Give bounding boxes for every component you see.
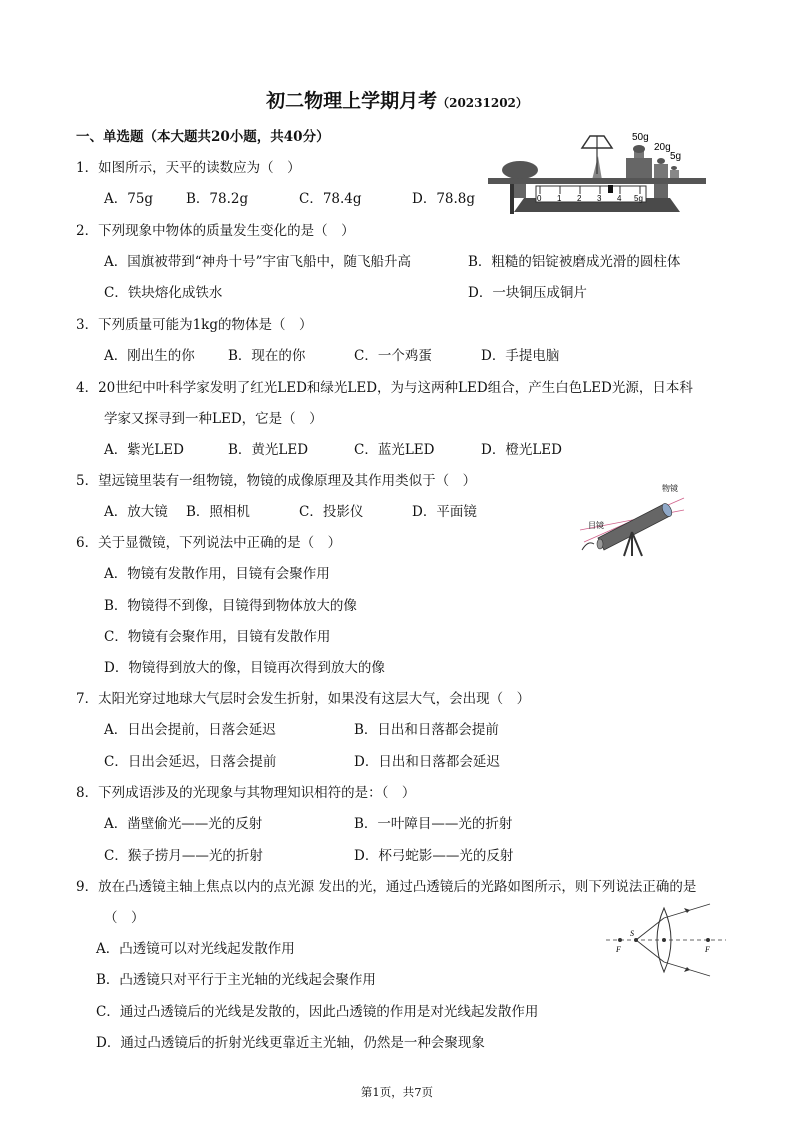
question-9-stem: 9．放在凸透镜主轴上焦点以内的点光源 发出的光，通过凸透镜后的光路如图所示，则下列说法正确的是 — [76, 879, 697, 895]
rider — [608, 185, 613, 193]
question-9-option-d: D．通过凸透镜后的折射光线更靠近主光轴，仍然是一种会聚现象 — [96, 1035, 485, 1051]
question-3-option-a: A．刚出生的你 — [104, 348, 195, 364]
question-8-stem: 8．下列成语涉及的光现象与其物理知识相符的是：（ ） — [76, 785, 416, 801]
question-3-option-c: C．一个鸡蛋 — [354, 348, 432, 364]
question-7-stem: 7．太阳光穿过地球大气层时会发生折射，如果没有这层大气，会出现（ ） — [76, 691, 531, 707]
question-1-option-a: A．75g — [104, 191, 154, 207]
question-7-option-b: B．日出和日落都会提前 — [354, 722, 499, 738]
question-1-option-c: C．78.4g — [299, 191, 362, 207]
weight-50g — [626, 158, 652, 178]
question-9-stem-cont: （ ） — [104, 910, 145, 926]
weight-label-5g: 5g — [670, 151, 682, 162]
question-9-option-c: C．通过凸透镜后的光线是发散的，因此凸透镜的作用是对光线起发散作用 — [96, 1004, 539, 1020]
question-8-option-a: A．凿壁偷光——光的反射 — [104, 816, 263, 832]
question-4-stem-cont: 学家又探寻到一种LED，它是（ ） — [104, 411, 323, 427]
question-8-option-d: D．杯弓蛇影——光的反射 — [354, 848, 514, 864]
scale-label-2: 2 — [577, 194, 582, 203]
question-7-option-a: A．日出会提前，日落会延迟 — [104, 722, 276, 738]
question-2-stem: 2．下列现象中物体的质量发生变化的是（ ） — [76, 223, 355, 239]
telescope-figure — [580, 480, 690, 558]
question-3-option-d: D．手提电脑 — [481, 348, 560, 364]
weight-5g — [670, 170, 679, 178]
question-8-option-c: C．猴子捞月——光的折射 — [104, 848, 263, 864]
question-6-option-d: D．物镜得到放大的像，目镜再次得到放大的像 — [104, 660, 385, 676]
eyepiece-label: 目镜 — [588, 521, 604, 530]
lens-figure — [606, 904, 728, 980]
question-9-option-a: A．凸透镜可以对光线起发散作用 — [96, 941, 295, 957]
lens-label-f-left: F — [616, 945, 621, 954]
question-4-stem: 4．20世纪中叶科学家发明了红光LED和绿光LED，为与这两种LED组合，产生白色LED光源，日本科 — [76, 380, 693, 396]
question-6-stem: 6．关于显微镜，下列说法中正确的是（ ） — [76, 535, 342, 551]
weight-20g — [654, 164, 668, 178]
question-4-option-d: D．橙光LED — [481, 442, 562, 458]
question-8-option-b: B．一叶障目——光的折射 — [354, 816, 513, 832]
question-9-option-b: B．凸透镜只对平行于主光轴的光线起会聚作用 — [96, 972, 376, 988]
question-3-option-b: B．现在的你 — [228, 348, 306, 364]
question-5-stem: 5．望远镜里装有一组物镜，物镜的成像原理及其作用类似于（ ） — [76, 473, 477, 489]
question-5-option-a: A．放大镜 — [104, 504, 168, 520]
lens-label-f-right: F — [705, 945, 710, 954]
objective-label: 物镜 — [662, 484, 678, 493]
question-6-option-b: B．物镜得不到像，目镜得到物体放大的像 — [104, 598, 357, 614]
balance-figure — [484, 128, 710, 224]
question-2-option-c: C．铁块熔化成铁水 — [104, 285, 223, 301]
scale-label-3: 3 — [597, 194, 602, 203]
question-2-option-d: D．一块铜压成铜片 — [468, 285, 587, 301]
question-1-option-d: D．78.8g — [412, 191, 476, 207]
lens-label-s: S — [630, 929, 634, 938]
question-5-option-d: D．平面镜 — [412, 504, 477, 520]
weight-label-50g: 50g — [632, 132, 649, 143]
question-6-option-c: C．物镜有会聚作用，目镜有发散作用 — [104, 629, 331, 645]
page-footer: 第1页，共7页 — [360, 1085, 434, 1099]
question-7-option-d: D．日出和日落都会延迟 — [354, 754, 500, 770]
scale-label-1: 1 — [557, 194, 562, 203]
question-4-option-b: B．黄光LED — [228, 442, 309, 458]
question-6-option-a: A．物镜有发散作用，目镜有会聚作用 — [104, 566, 330, 582]
question-1-option-b: B．78.2g — [186, 191, 249, 207]
title-main: 初二物理上学期月考 — [266, 90, 438, 112]
scale-label-0: 0 — [537, 194, 542, 203]
question-5-option-b: B．照相机 — [186, 504, 250, 520]
question-4-option-a: A．紫光LED — [104, 442, 184, 458]
section-heading: 一、单选题（本大题共20小题，共40分） — [76, 129, 330, 145]
question-3-stem: 3．下列质量可能为1kg的物体是（ ） — [76, 317, 313, 333]
scale-label-5g: 5g — [634, 194, 643, 203]
question-2-option-a: A．国旗被带到“神舟十号”宇宙飞船中，随飞船升高 — [104, 254, 412, 270]
question-7-option-c: C．日出会延迟，日落会提前 — [104, 754, 277, 770]
question-4-option-c: C．蓝光LED — [354, 442, 435, 458]
scale-label-4: 4 — [617, 194, 622, 203]
page-title — [0, 86, 794, 113]
question-2-option-b: B．粗糙的铝锭被磨成光滑的圆柱体 — [468, 254, 681, 270]
question-5-option-c: C．投影仪 — [299, 504, 364, 520]
question-1-stem: 1．如图所示，天平的读数应为（ ） — [76, 160, 301, 176]
title-code: （20231202） — [437, 96, 528, 110]
weight-label-20g: 20g — [654, 142, 671, 153]
